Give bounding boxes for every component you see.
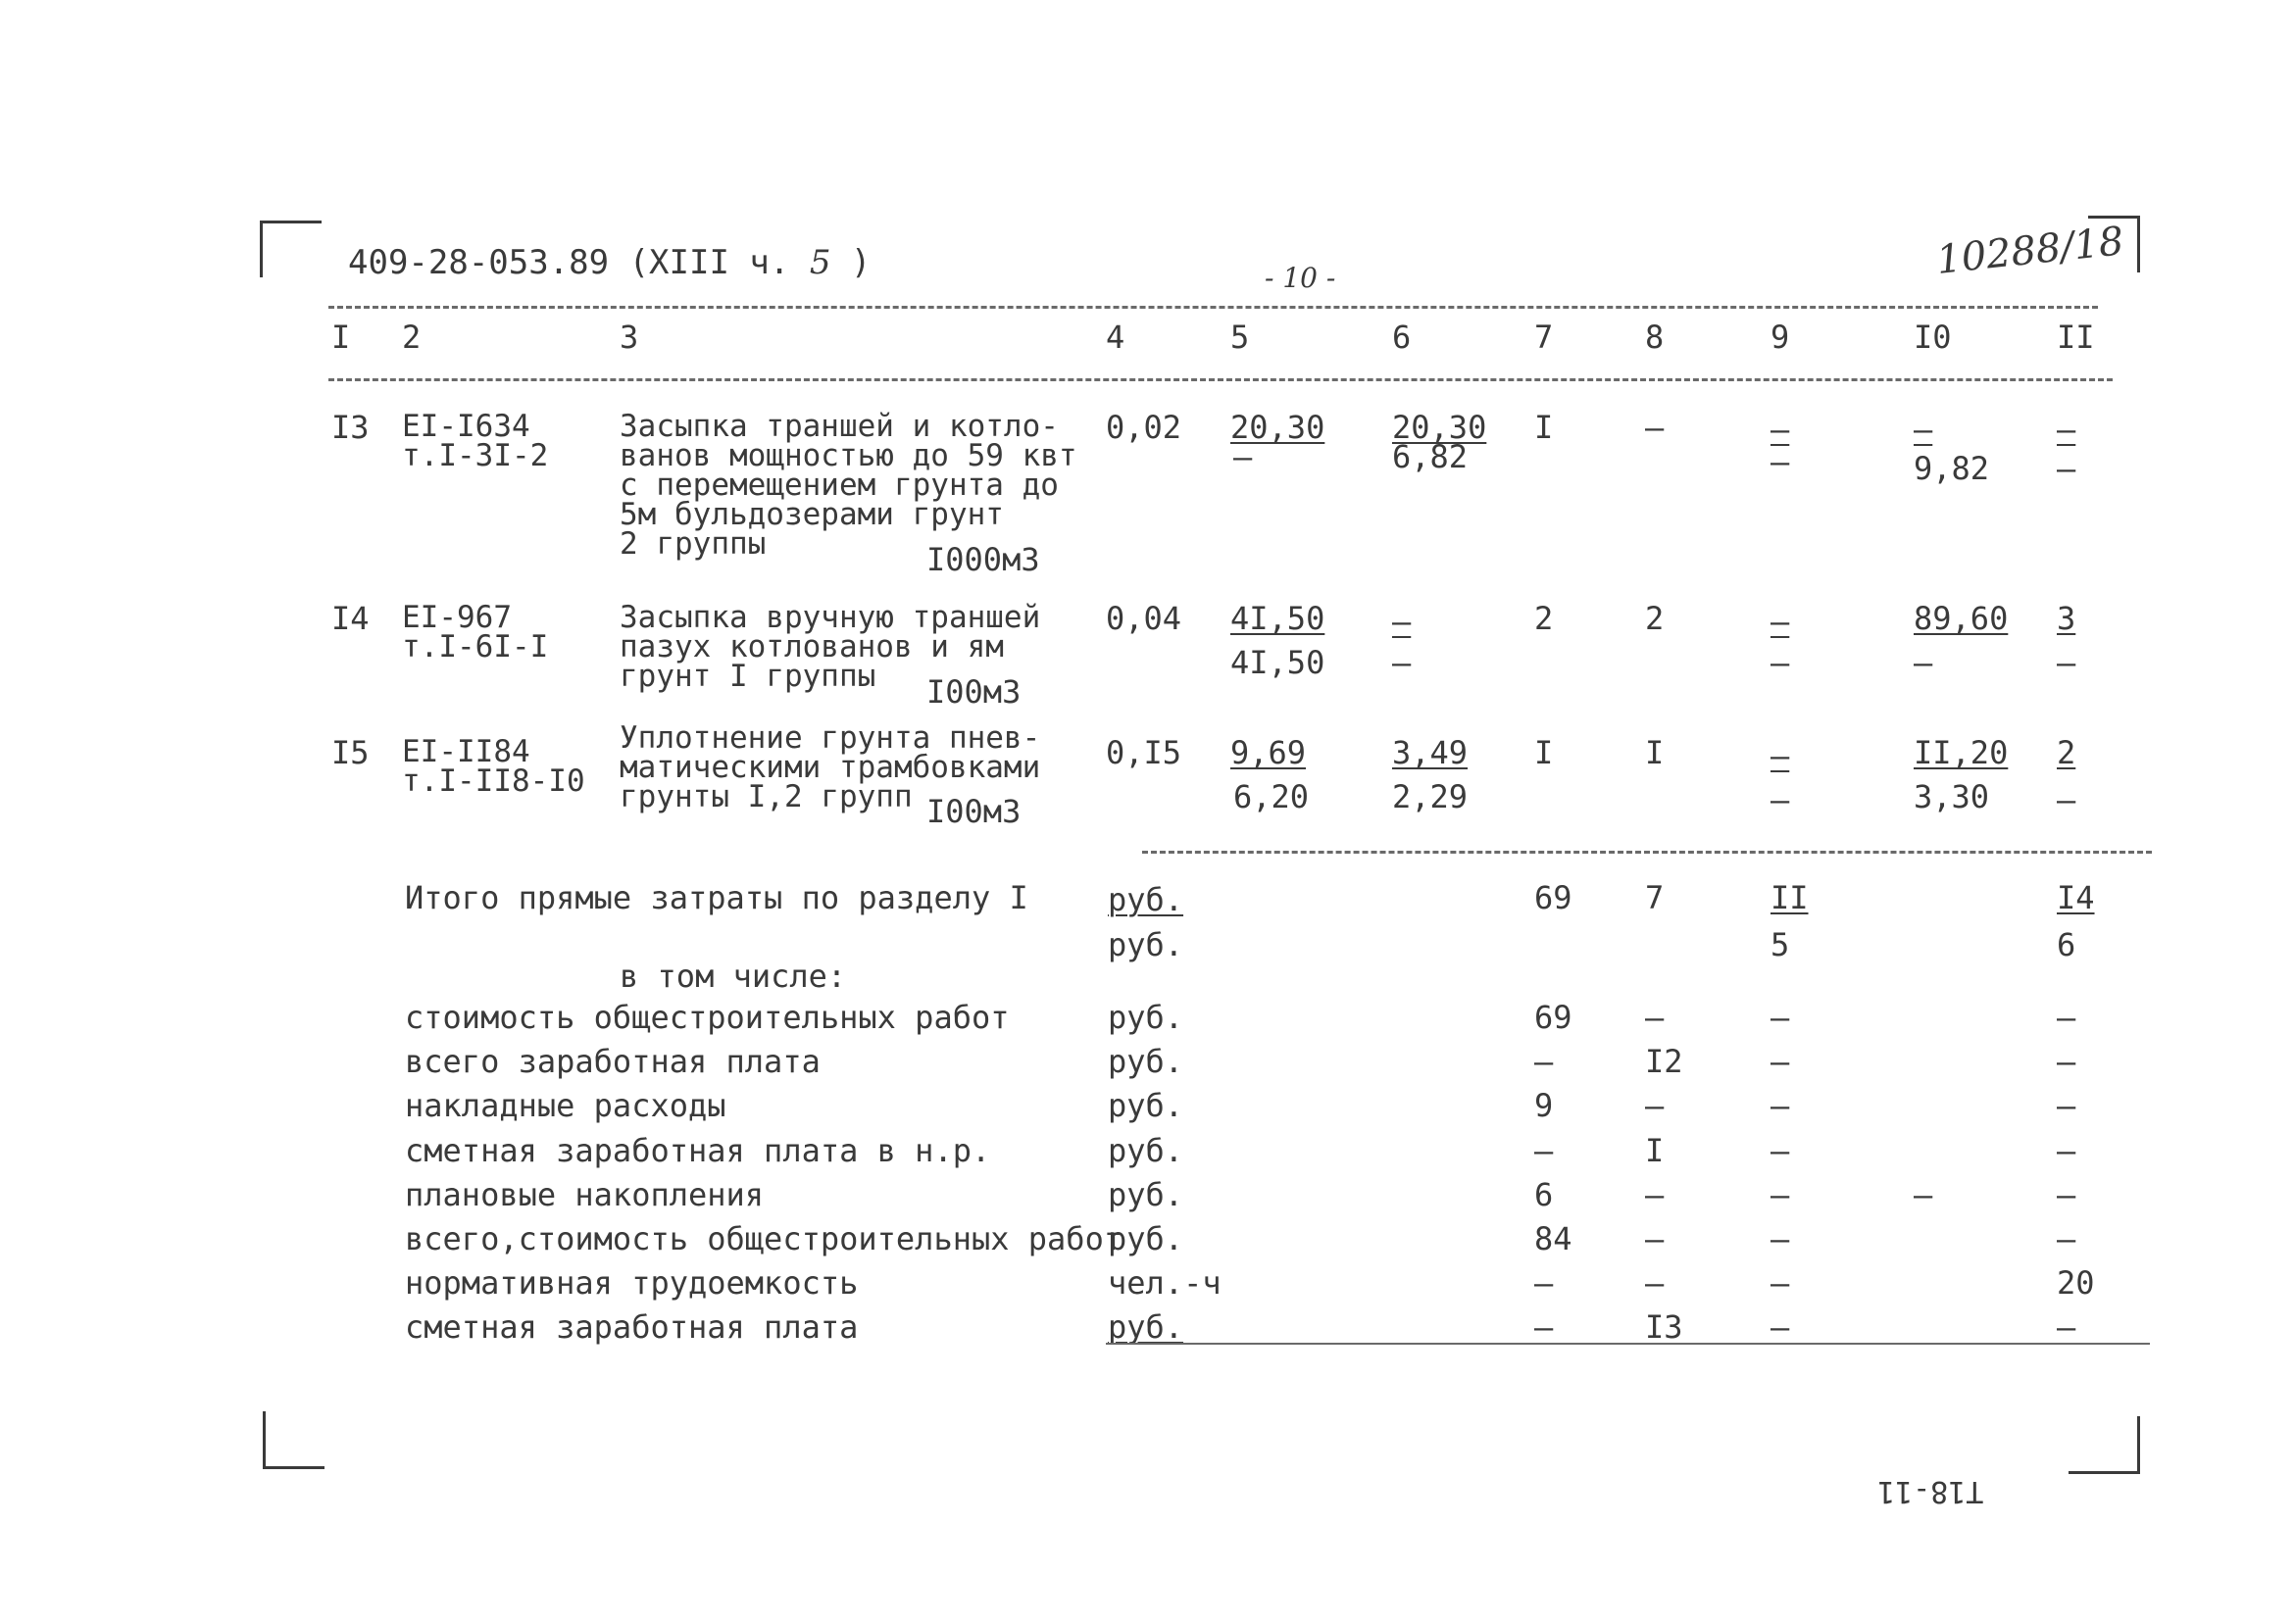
total-line-label: всего заработная плата [405, 1043, 821, 1080]
document-code [348, 243, 872, 282]
cell-col7: I [1534, 734, 1554, 771]
total-line-col7: 9 [1534, 1087, 1554, 1124]
total-line-col9: – [1770, 1264, 1790, 1302]
total-line-col7: 84 [1534, 1220, 1572, 1257]
cell-col7: 2 [1534, 600, 1554, 637]
cell-col11-bottom: – [2057, 644, 2076, 681]
total-line-col11: – [2057, 1220, 2076, 1257]
totals-including-label: в том числе: [620, 958, 847, 995]
page-number: - 10 - [1265, 262, 1336, 294]
cell-col5-top: 9,69 [1230, 734, 1307, 771]
row-code: EI-I634 т.I-3I-2 [402, 409, 549, 473]
row-unit: I00м3 [926, 793, 1022, 830]
totals-heading: Итого прямые затраты по разделу I [405, 879, 1028, 916]
cell-col11-bottom: – [2057, 450, 2076, 487]
row-quantity: 0,I5 [1106, 734, 1182, 771]
total-line-col7: 6 [1534, 1176, 1554, 1213]
total-line-label: сметная заработная плата в н.р. [405, 1132, 991, 1169]
total-line-col8: – [1645, 999, 1665, 1036]
totals-heading-unit-2: руб. [1108, 926, 1184, 963]
cell-col9-bottom: – [1770, 781, 1790, 818]
totals-separator-rule [1142, 851, 2152, 854]
cell-col11-top: – [2057, 411, 2076, 448]
row-number: I5 [331, 734, 370, 771]
cell-col9-top: – [1770, 411, 1790, 448]
total-line-label: всего,стоимость общестроительных работ [405, 1220, 1123, 1257]
total-line-col11: – [2057, 1308, 2076, 1346]
sheet-code: T18-11 [1877, 1474, 1984, 1508]
row-quantity: 0,04 [1106, 600, 1182, 637]
row-description: Засыпка вручную траншей пазух котлованов и ям грунт I группы [620, 600, 1041, 694]
cell-col6-bottom: – [1392, 644, 1412, 681]
cell-col9-bottom: – [1770, 644, 1790, 681]
document-part: 5 [809, 243, 831, 282]
total-line-col8: I2 [1645, 1043, 1683, 1080]
total-line-col7: – [1534, 1264, 1554, 1302]
cell-col11-top: 3 [2057, 600, 2076, 637]
total-line-col7: – [1534, 1308, 1554, 1346]
cell-col5-top: 4I,50 [1230, 600, 1325, 637]
total-line-col11: 20 [2057, 1264, 2095, 1302]
cell-col5-bottom: – [1233, 438, 1253, 475]
cell-col10-bottom: 3,30 [1914, 778, 1990, 815]
total-line-unit: руб. [1108, 999, 1184, 1036]
cell-col9-bottom: – [1770, 443, 1790, 480]
cell-col6-top: – [1392, 603, 1412, 640]
cell-col10-top: 89,60 [1914, 600, 2009, 637]
cell-col6-bottom: 6,82 [1392, 438, 1469, 475]
column-number-3: 3 [620, 319, 639, 356]
cell-col8: 2 [1645, 600, 1665, 637]
column-number-8: 8 [1645, 319, 1665, 356]
total-line-col8: – [1645, 1087, 1665, 1124]
total-line-label: нормативная трудоемкость [405, 1264, 859, 1302]
cell-col8: – [1645, 409, 1665, 446]
total-line-col11: – [2057, 1043, 2076, 1080]
archive-stamp: 10288/18 [1934, 219, 2126, 283]
corner-mark-bottom-right [2069, 1416, 2140, 1474]
total-line-col8: I [1645, 1132, 1665, 1169]
row-description: Засыпка траншей и котло- ванов мощностью до 59 квт с перемещением грунта до 5м бульдозерами грунт 2 группы [620, 409, 1077, 562]
total-line-label: сметная заработная плата [405, 1308, 859, 1346]
header-rule-bottom [328, 378, 2113, 381]
total-line-label: плановые накопления [405, 1176, 765, 1213]
total-line-col7: – [1534, 1132, 1554, 1169]
total-line-col9: – [1770, 1043, 1790, 1080]
cell-col8: I [1645, 734, 1665, 771]
cell-col10-bottom: 9,82 [1914, 450, 1990, 487]
totals-heading-col9-top: II [1770, 879, 1809, 916]
document-code-text: 409-28-053.89 (XIII ч. [348, 243, 810, 282]
cell-col6-top: 20,30 [1392, 409, 1487, 446]
column-number-10: I0 [1914, 319, 1952, 356]
cell-col11-top: 2 [2057, 734, 2076, 771]
total-line-col9: – [1770, 1308, 1790, 1346]
row-unit: I00м3 [926, 673, 1022, 711]
column-number-2: 2 [402, 319, 422, 356]
total-line-label: накладные расходы [405, 1087, 726, 1124]
total-line-unit: руб. [1108, 1220, 1184, 1257]
total-line-col9: – [1770, 1087, 1790, 1124]
cell-col5-bottom: 4I,50 [1230, 644, 1325, 681]
column-number-7: 7 [1534, 319, 1554, 356]
total-line-col11: – [2057, 999, 2076, 1036]
totals-heading-col11-top: I4 [2057, 879, 2095, 916]
total-line-col9: – [1770, 999, 1790, 1036]
corner-mark-bottom-left [263, 1411, 324, 1469]
column-number-6: 6 [1392, 319, 1412, 356]
totals-heading-col8: 7 [1645, 879, 1665, 916]
row-unit: I000м3 [926, 541, 1040, 578]
column-number-11: II [2057, 319, 2095, 356]
totals-heading-col7: 69 [1534, 879, 1572, 916]
cell-col6-bottom: 2,29 [1392, 778, 1469, 815]
total-line-col7: 69 [1534, 999, 1572, 1036]
column-number-4: 4 [1106, 319, 1125, 356]
cell-col7: I [1534, 409, 1554, 446]
total-line-col7: – [1534, 1043, 1554, 1080]
total-line-label: стоимость общестроительных работ [405, 999, 1010, 1036]
totals-heading-col9-bottom: 5 [1770, 926, 1790, 963]
corner-mark-top-left [260, 221, 322, 277]
total-line-unit: руб. [1108, 1087, 1184, 1124]
row-code: EI-II84 т.I-II8-I0 [402, 734, 585, 799]
total-line-col11: – [2057, 1087, 2076, 1124]
total-line-col8: – [1645, 1220, 1665, 1257]
cell-col10-bottom: – [1914, 644, 1933, 681]
total-line-col11: – [2057, 1132, 2076, 1169]
header-rule-top [328, 306, 2098, 309]
row-number: I4 [331, 600, 370, 637]
total-line-unit: руб. [1108, 1132, 1184, 1169]
column-number-9: 9 [1770, 319, 1790, 356]
table-bottom-rule [1106, 1343, 2150, 1345]
total-line-unit: руб. [1108, 1308, 1184, 1346]
cell-col5-top: 20,30 [1230, 409, 1325, 446]
total-line-unit: руб. [1108, 1043, 1184, 1080]
total-line-col8: – [1645, 1264, 1665, 1302]
column-number-5: 5 [1230, 319, 1250, 356]
totals-heading-unit: руб. [1108, 881, 1184, 918]
total-line-col11: – [2057, 1176, 2076, 1213]
cell-col10-top: II,20 [1914, 734, 2009, 771]
total-line-col9: – [1770, 1132, 1790, 1169]
cell-col6-top: 3,49 [1392, 734, 1469, 771]
row-quantity: 0,02 [1106, 409, 1182, 446]
cell-col9-top: – [1770, 737, 1790, 774]
cell-col5-bottom: 6,20 [1233, 778, 1310, 815]
total-line-col9: – [1770, 1220, 1790, 1257]
total-line-col10: – [1914, 1176, 1933, 1213]
total-line-unit: руб. [1108, 1176, 1184, 1213]
totals-heading-col11-bottom: 6 [2057, 926, 2076, 963]
cell-col10-top: – [1914, 411, 1933, 448]
row-description: Уплотнение грунта пнев- матическими трамбовками грунты I,2 групп [620, 720, 1041, 814]
row-code: EI-967 т.I-6I-I [402, 600, 549, 664]
cell-col9-top: – [1770, 603, 1790, 640]
cell-col11-bottom: – [2057, 781, 2076, 818]
total-line-col9: – [1770, 1176, 1790, 1213]
total-line-col8: – [1645, 1176, 1665, 1213]
column-number-1: I [331, 319, 351, 356]
total-line-unit: чел.-ч [1108, 1264, 1222, 1302]
total-line-col8: I3 [1645, 1308, 1683, 1346]
row-number: I3 [331, 409, 370, 446]
document-code-close: ) [830, 243, 872, 282]
